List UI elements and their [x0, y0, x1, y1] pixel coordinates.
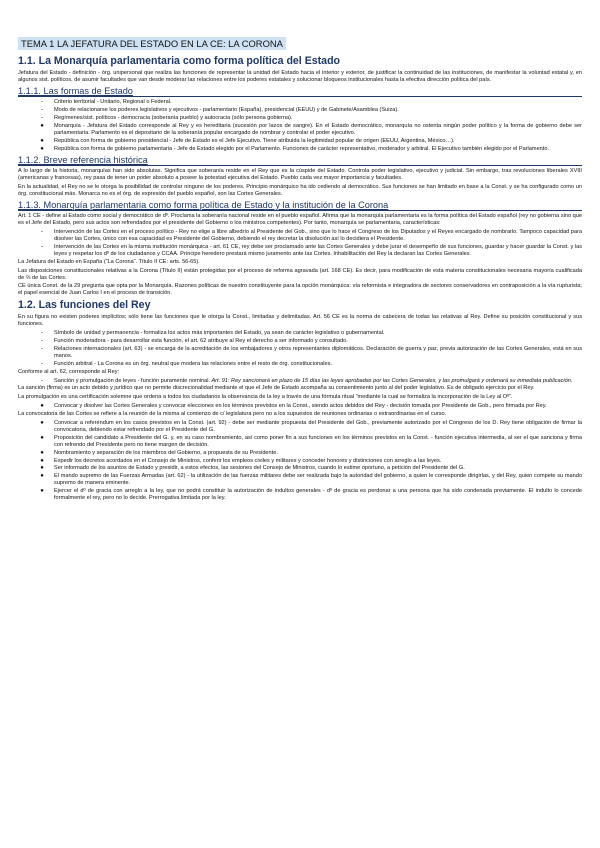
document-page: [18, 34, 582, 503]
bullet-list: [18, 229, 582, 258]
paragraph: Las disposiciones constitucionales relativas a la Corona (Título II) están protegidas por el proceso de reforma agravada (art. 168 CE). Es decir, para modificación de esta materia constitucionales necesaria mayoría cualificada de ⅔ de las Cortes.: [18, 267, 582, 281]
list-item: [18, 403, 582, 410]
paragraph: La convocatoria de las Cortes se refiere a la reunión de la misma al comienzo de c/ legislatura pero no a los supuestos de reuniones ordinarias o extraordinarias en el curso.: [18, 411, 447, 418]
list-item: [18, 338, 582, 345]
document-title-wrap: [18, 34, 582, 53]
section-heading: 1.2. Las funciones del Rey: [18, 299, 151, 312]
list-item: [18, 330, 582, 337]
list-item-text: Regímenes/sist. políticos - democracia (soberanía pueblo) y autocracia (sólo persona gobierna).: [54, 115, 293, 122]
bullet-icon: ●: [40, 449, 44, 456]
list-item-text: El mando supremo de las Fuerzas Armadas (art. 62) - la utilización de las fuerzas militares debe ser realizada bajo la autoridad del gobierno, a quien le corresponde dirigirlas, y del Rey, quien compete su mando supremo de manera eminente.: [54, 473, 582, 487]
list-item-text: Expedir los decretos acordados en el Consejo de Ministros, conferir los empleos civiles y militares y conceder honores y distinciones con arreglo a las leyes.: [54, 457, 442, 464]
dash-icon: -: [41, 337, 43, 344]
list-item-text: Función arbitral - La Corona es un órg. neutral que modera las relaciones entre el resto de órg. constitucionales.: [54, 360, 332, 367]
list-item: [18, 378, 582, 385]
bullet-list: [18, 403, 582, 410]
bullet-list: [18, 378, 582, 385]
list-item: [18, 107, 582, 114]
list-item: [18, 115, 582, 122]
list-item-text: Monarquía - Jefatura del Estado corresponde al Rey y es hereditaria (sucesión por lazos de sangre). En el Estado democrático, monarquía no ostenta ningún poder político y la forma de gobierno debe ser parlamentaria. Parlamento es el depositario de la soberanía popular encargado de nombrar y controlar el poder ejecutivo.: [54, 123, 582, 136]
dash-icon: -: [41, 345, 43, 352]
list-item-text: Convocar a referéndum en los casos previstos en la Const. (art. 92) - debe ser mediante propuesta del Presidente del Gob., previamente autorizado por el Congreso de los D. Rey tiene obligación de firmar la convocatoria, debiendo estar refrendado por el Presidente del G.: [54, 420, 582, 433]
list-item-text: Ejercer el dº de gracia con arreglo a la ley, que no podrá constituir la autorización de indultos generales - dº de gracia es perdonar a una persona que ha sido condenada previamente. El indulto lo concede formalmente el rey, pero no lo decide. Prerrogativa limitada por la ley.: [54, 488, 582, 502]
list-item-text: Sanción y promulgación de leyes - función puramente nominal.: [54, 377, 211, 384]
list-item: [18, 473, 582, 487]
list-item-text: República con forma de gobierno parlamentaria - Jefe de Estado elegido por el Parlamento. Funciones de carácter representativo, moderador y arbitral. El Ejecutivo también elegido por el Parlamento.: [54, 145, 550, 152]
section-heading: 1.1. La Monarquía parlamentaria como forma política del Estado: [18, 55, 341, 67]
list-item: [18, 465, 582, 472]
dash-icon: -: [41, 107, 43, 114]
list-item-text: Relaciones internacionales (art. 63) - se encarga de la acreditación de los embajadores y otros representantes diplomáticos. Declaración de guerra y paz, previa autorización de las Cortes Generales, está en sus manos.: [54, 345, 582, 359]
paragraph: La promulgación es una certificación solemne que ordena a todos los ciudadanos la observancia de la ley a través de una fórmula ritual “mediante la cual se formaliza la incorporación de la Ley al Oº”.: [18, 394, 513, 401]
list-item-text: Intervención de las Cortes en la misma institución monárquica - art. 61 CE, rey debe ser proclamado ante las Cortes Generales y debe jurar el desempeño de sus funciones, guardar y hacer guardar la Const. y las leyes y respetar los dº de los ciudadanos y CCAA. Príncipe heredero prestará mismo juramento ante las Cortes. Inhabilitación del Rey la declaran las Cortes Generales.: [54, 243, 582, 257]
bullet-icon: ●: [40, 434, 44, 441]
list-item: [18, 488, 582, 502]
bullet-list: [18, 420, 582, 502]
list-item: [18, 244, 582, 258]
list-item: [18, 361, 582, 368]
paragraph: En la actualidad, el Rey no se le otorga la posibilidad de controlar ninguno de los poderes. Principio monárquico ha ido cediendo al democrático. Sus funciones se han limitado en base a la Const. y se ha configurado como un órg. constitucional más. Monarca no es el órg. de expresión del pueblo español, son las Cortes Generales.: [18, 183, 582, 197]
bullet-list: [18, 330, 582, 368]
bullet-icon: ●: [40, 457, 44, 464]
dash-icon: -: [41, 229, 43, 236]
bullet-list: [18, 99, 582, 152]
subsection-heading-text: 1.1.1. Las formas de Estado: [18, 85, 133, 96]
list-item: [18, 450, 582, 457]
list-item: [18, 99, 582, 106]
list-item-text: Proposición del candidato a Presidente del G. y, en su caso nombramiento, así como poner fin a sus funciones en los términos previstos en la Const. - función ejecutiva intermedia, al ser el que sanciona y firma con refrendo del Presidente pero no tiene margen de decisión.: [54, 434, 582, 448]
list-item: [18, 146, 582, 153]
bullet-icon: ●: [40, 465, 44, 472]
dash-icon: -: [41, 243, 43, 250]
paragraph: En su figura no existen poderes implícitos; sólo tiene las funciones que le otorga la Const., limitadas y delimitadas. Art. 56 CE es la norma de cabecera de todas las relativas al Rey. Define su posición constitucional y sus funciones.: [18, 314, 582, 328]
paragraph: Art. 1 CE - define al Estado como social y democrático de dº. Proclama la soberanía nacional reside en el pueblo español. Afirma que la monarquía parlamentaria es la forma política del Estado español (rey no gobierna sino que es el Jefe del Estado, pero sus actos son refrendados por el presidente del Gobierno o los ministros competentes). Por tanto, monarquía se parlamentaria, características:: [18, 213, 582, 227]
list-item: [18, 346, 582, 360]
bullet-icon: ●: [40, 488, 44, 495]
document-body: [18, 55, 582, 502]
list-item: [18, 229, 582, 243]
bullet-icon: ●: [40, 123, 44, 130]
paragraph: Jefatura del Estado - definición - órg. unipersonal que realiza las funciones de representar la unidad del Estado hacia el interior y exterior, de justificar la continuidad de las instituciones, de manifestar la voluntad estatal y, en algunos sist. políticos, de asumir facultades que van desde moderar las relaciones entre los poderes estatales y solucionar bloqueos institucionales hasta la efectiva dirección política del país.: [18, 70, 582, 83]
paragraph: La sanción (firma) es un acto debido y jurídico que no permite discrecionalidad mediante el que el Jefe de Estado acompaña su consentimiento junto al del poder legislativo. Es de obligado ejercicio por el Rey.: [18, 385, 535, 392]
list-item-text: Símbolo de unidad y permanencia - formaliza los actos más importantes del Estado, ya sean de carácter legislativo o gubernamental.: [54, 330, 385, 337]
list-item: [18, 458, 582, 465]
subsection-heading: [18, 200, 582, 212]
list-item-text: República con forma de gobierno presidencial - Jefe de Estado es el Jefe Ejecutivo. Tiene atribuida la legitimidad popular de origen (EEUU, Argentina, México…).: [54, 137, 455, 144]
paragraph: La Jefatura del Estado en España (“La Corona”. Título II CE: arts. 56-65).: [18, 258, 200, 265]
list-item-text: Convocar y disolver las Cortes Generales y convocar elecciones en los términos previstos en la Const., siendo actos debidos del Rey - decisión tomada por Presidente de Gob., pero firmada por Rey.: [54, 403, 547, 410]
bullet-icon: ●: [40, 145, 44, 152]
dash-icon: -: [41, 330, 43, 337]
document-title: TEMA 1 LA JEFATURA DEL ESTADO EN LA CE: LA CORONA: [18, 37, 286, 50]
bullet-icon: ●: [40, 137, 44, 144]
bullet-icon: ●: [40, 473, 44, 480]
dash-icon: -: [41, 115, 43, 122]
list-item-text: Intervención de las Cortes en el proceso político - Rey no elige a libre albedrío al Presidente del Gob., sino que lo hace el Congreso de los Diputados y el Reyes encargado de nombrarlo. Tampoco capacidad para disolver las Cortes, único con esa capacidad es Presidente del Gobierno, debiendo el rey decretar la disolución así lo decidiera el Presidente.: [54, 229, 582, 242]
dash-icon: -: [41, 360, 43, 367]
list-item-quote: Art. 91: Rey sancionará en plazo de 15 días las leyes aprobadas por las Cortes Generales, y las promulgará y ordenará su inmediata publicación.: [210, 377, 573, 384]
list-item: [18, 138, 582, 145]
subsection-heading-text: 1.1.2. Breve referencia histórica: [18, 154, 148, 165]
list-item: [18, 420, 582, 434]
dash-icon: -: [41, 377, 43, 384]
list-item-text: Criterio territorial - Unitario, Regional o Federal.: [54, 99, 172, 106]
paragraph: A lo largo de la historia, monarquías han sido absolutas. Significa que soberanía reside en el Rey que es la cúspide del Estado. Controla poder legislativo, ejecutivo y judicial. Sin embargo, tras revoluciones liberales XVIII (americanas y francesas), rey pasa de tener un poder absoluto a poseer la potestad ejecutiva del Estado. Pueblo cada vez mayor importancia y facultades.: [18, 168, 582, 182]
paragraph: Conforme al art. 62, corresponde al Rey:: [18, 368, 120, 375]
list-item-text: Ser informado de los asuntos de Estado y presidir, a estos efectos, las sesiones del Consejo de Ministros, cuando lo estime oportuno, a petición del Presidente del G.: [54, 465, 465, 472]
paragraph: CE única Const. de la 29 pregunta que opta por la Monarquía. Razones políticas de nuestro constituyente para la opción monárquica: vía reformista e integradora de sectores conservadores en contraposición a la vía rupturista; el papel esencial de Juan Carlos I en el proceso de transición.: [18, 283, 582, 297]
list-item-text: Nombramiento y separación de los miembros del Gobierno, a propuesta de su Presidente.: [54, 449, 278, 456]
dash-icon: -: [41, 99, 43, 106]
list-item-text: Función moderadora - para desarrollar esta función, el art. 62 atribuye al Rey el derecho a ser informado y consultado.: [54, 337, 348, 344]
bullet-icon: ●: [40, 420, 44, 427]
list-item: [18, 123, 582, 137]
subsection-heading: [18, 155, 582, 167]
list-item: [18, 435, 582, 449]
list-item-text: Modo de relacionarse los poderes legislativos y ejecutivos - parlamentario (España), presidencial (EEUU) y de Gabinete/Asamblea (Suiza).: [54, 107, 399, 114]
subsection-heading: [18, 86, 582, 98]
bullet-icon: ●: [40, 403, 44, 410]
subsection-heading-text: 1.1.3. Monarquía parlamentaria como forma política de Estado y la institución de la Corona: [18, 199, 389, 210]
